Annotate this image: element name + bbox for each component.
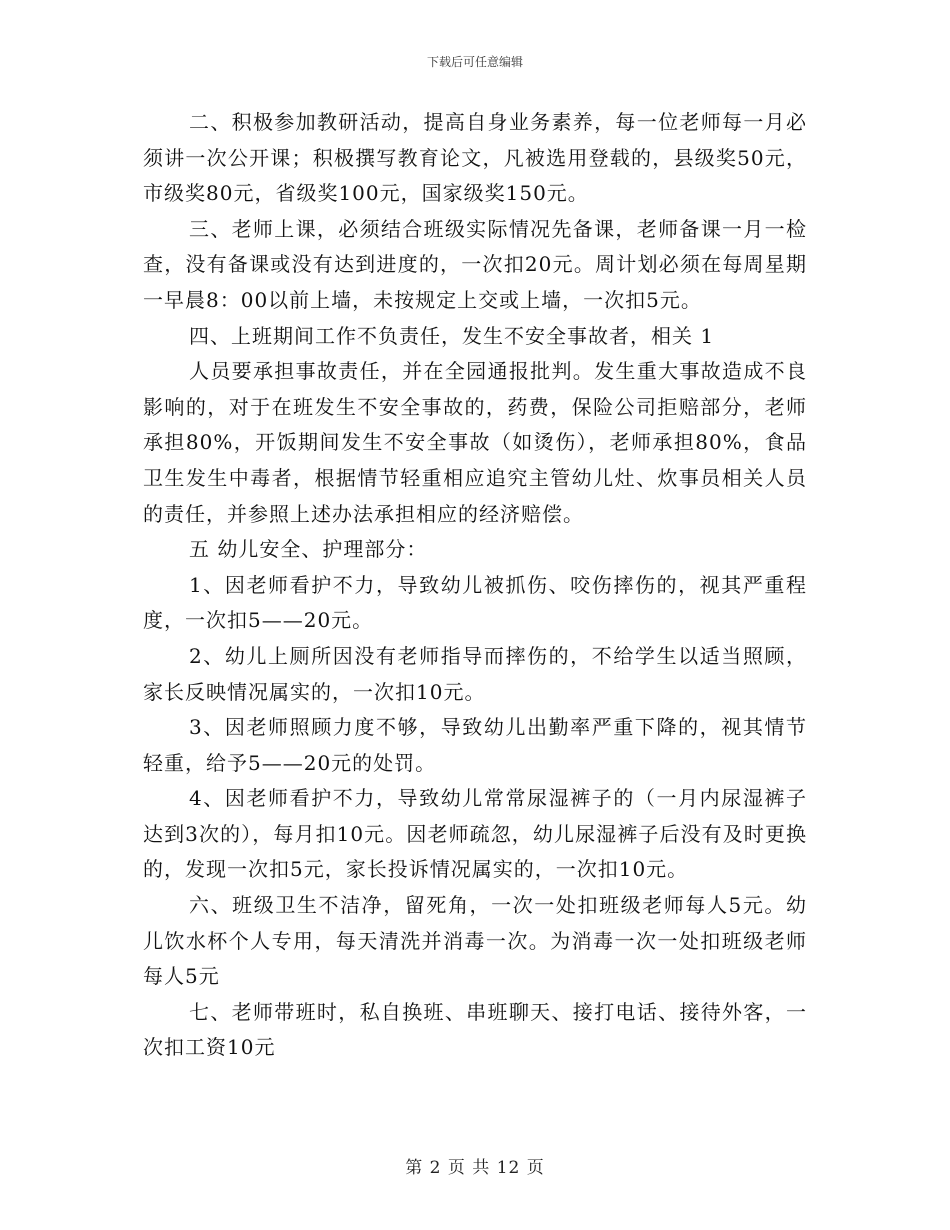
paragraph-3-lesson-prep: 三、老师上课，必须结合班级实际情况先备课，老师备课一月一检查，没有备课或没有达到进度的，一次扣20元。周计划必须在每周星期一早晨8：00以前上墙，未按规定上交或上墙，一次扣5元。 bbox=[143, 216, 807, 312]
page-number-footer: 第 2 页 共 12 页 bbox=[405, 1158, 545, 1178]
paragraph-7-duty: 七、老师带班时，私自换班、串班聊天、接打电话、接待外客，一次扣工资10元 bbox=[143, 999, 807, 1060]
paragraph-6-hygiene: 六、班级卫生不洁净，留死角，一次一处扣班级老师每人5元。幼儿饮水杯个人专用，每天清洗并消毒一次。为消毒一次一处扣班级老师每人5元 bbox=[143, 893, 807, 989]
paragraph-5-item-4: 4、因老师看护不力，导致幼儿常常尿湿裤子的（一月内尿湿裤子达到3次的），每月扣10元。因老师疏忽，幼儿尿湿裤子后没有及时更换的，发现一次扣5元，家长投诉情况属实的，一次扣10元。 bbox=[143, 786, 807, 882]
paragraph-5-heading: 五 幼儿安全、护理部分： bbox=[189, 537, 428, 562]
paragraph-5-item-2: 2、幼儿上厕所因没有老师指导而摔伤的，不给学生以适当照顾，家长反映情况属实的，一次扣10元。 bbox=[143, 643, 807, 704]
paragraph-5-item-1: 1、因老师看护不力，导致幼儿被抓伤、咬伤摔伤的，视其严重程度，一次扣5——20元。 bbox=[143, 572, 807, 633]
document-body bbox=[143, 105, 807, 1066]
paragraph-4-safety-intro: 四、上班期间工作不负责任，发生不安全事故者，相关 1 bbox=[189, 323, 715, 348]
paragraph-2-research: 二、积极参加教研活动，提高自身业务素养，每一位老师每一月必须讲一次公开课；积极撰写教育论文，凡被选用登载的，县级奖50元，市级奖80元，省级奖100元，国家级奖150元。 bbox=[143, 110, 807, 206]
page-header: 下载后可任意编辑 bbox=[426, 55, 523, 69]
paragraph-4-safety-detail: 人员要承担事故责任，并在全园通报批判。发生重大事故造成不良影响的，对于在班发生不安全事故的，药费，保险公司拒赔部分，老师承担80%，开饭期间发生不安全事故（如烫伤），老师承担80%，食品卫生发生中毒者，根据情节轻重相应追究主管幼儿灶、炊事员相关人员的责任，并参照上述办法承担相应的经济赔偿。 bbox=[143, 359, 807, 526]
paragraph-5-item-3: 3、因老师照顾力度不够，导致幼儿出勤率严重下降的，视其情节轻重，给予5——20元的处罚。 bbox=[143, 715, 807, 775]
